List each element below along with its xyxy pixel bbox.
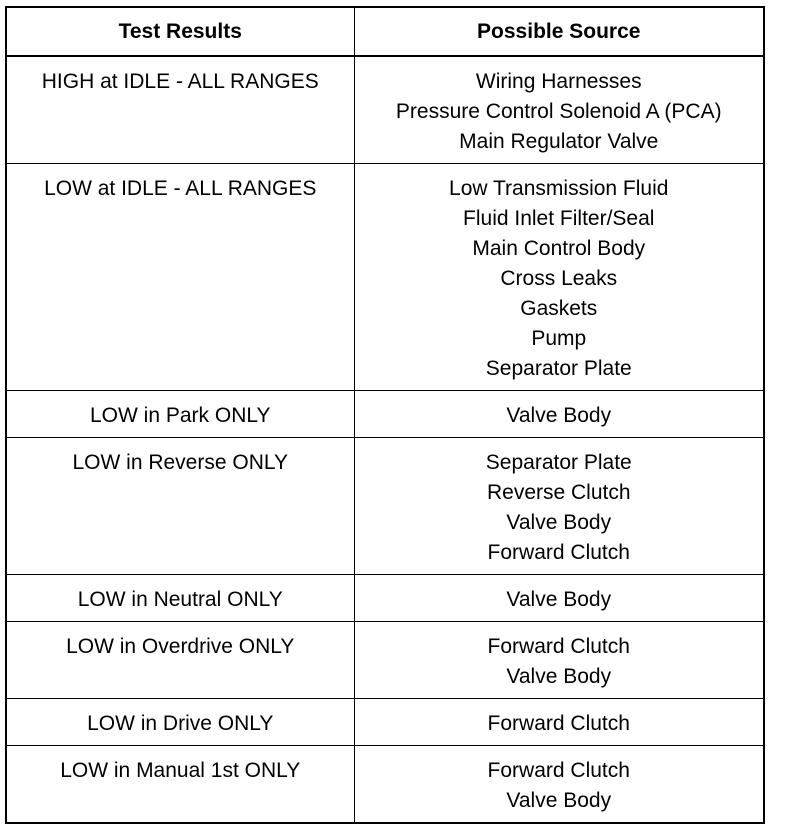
table-row xyxy=(6,746,764,824)
test-result-text: LOW in Overdrive ONLY xyxy=(66,635,295,658)
possible-source-item: Main Regulator Valve xyxy=(459,130,659,153)
possible-source-item: Separator Plate xyxy=(485,451,632,474)
possible-source-item: Separator Plate xyxy=(485,357,632,380)
possible-source-item: Forward Clutch xyxy=(487,541,630,564)
possible-source-item: Forward Clutch xyxy=(487,712,630,735)
possible-source-item: Fluid Inlet Filter/Seal xyxy=(463,207,655,230)
possible-source-item: Main Control Body xyxy=(472,237,646,260)
test-result-cell xyxy=(6,575,354,622)
test-result-text: LOW in Park ONLY xyxy=(90,404,271,427)
test-result-cell xyxy=(6,699,354,746)
possible-source-item: Reverse Clutch xyxy=(486,481,631,504)
possible-source-cell xyxy=(354,746,764,824)
possible-source-cell xyxy=(354,438,764,575)
possible-source-cell xyxy=(354,622,764,699)
test-result-cell xyxy=(6,438,354,575)
possible-source-item: Pump xyxy=(531,327,587,350)
possible-source-item: Valve Body xyxy=(506,665,612,688)
possible-source-cell xyxy=(354,391,764,438)
test-result-cell xyxy=(6,746,354,824)
table-row xyxy=(6,438,764,575)
table-row xyxy=(6,622,764,699)
possible-source-cell xyxy=(354,164,764,391)
possible-source-item: Forward Clutch xyxy=(487,635,630,658)
table-row xyxy=(6,391,764,438)
possible-source-item: Valve Body xyxy=(506,404,612,427)
possible-source-item: Cross Leaks xyxy=(500,267,618,290)
test-result-cell xyxy=(6,622,354,699)
test-result-cell xyxy=(6,391,354,438)
table-body xyxy=(6,56,764,823)
possible-source-item: Forward Clutch xyxy=(487,759,630,782)
test-result-text: LOW in Reverse ONLY xyxy=(72,451,288,474)
possible-source-cell xyxy=(354,699,764,746)
test-result-text: LOW at IDLE - ALL RANGES xyxy=(44,177,317,200)
table-row xyxy=(6,164,764,391)
possible-source-item: Valve Body xyxy=(506,588,612,611)
test-result-cell xyxy=(6,56,354,164)
table-row xyxy=(6,699,764,746)
column-header-possible-source: Possible Source xyxy=(354,7,764,56)
possible-source-item: Valve Body xyxy=(506,789,612,812)
possible-source-item: Valve Body xyxy=(506,511,612,534)
header-row xyxy=(6,7,764,56)
possible-source-item: Pressure Control Solenoid A (PCA) xyxy=(395,100,722,123)
possible-source-cell xyxy=(354,575,764,622)
table-row xyxy=(6,575,764,622)
diagnosis-table xyxy=(5,6,765,824)
possible-source-item: Wiring Harnesses xyxy=(475,70,642,93)
test-result-text: HIGH at IDLE - ALL RANGES xyxy=(41,70,319,93)
test-result-text: LOW in Manual 1st ONLY xyxy=(60,759,301,782)
table-row xyxy=(6,56,764,164)
possible-source-item: Gaskets xyxy=(520,297,598,320)
test-result-cell xyxy=(6,164,354,391)
possible-source-item: Low Transmission Fluid xyxy=(449,177,669,200)
column-header-test-results: Test Results xyxy=(6,7,354,56)
test-result-text: LOW in Neutral ONLY xyxy=(77,588,283,611)
possible-source-cell xyxy=(354,56,764,164)
test-result-text: LOW in Drive ONLY xyxy=(87,712,274,735)
